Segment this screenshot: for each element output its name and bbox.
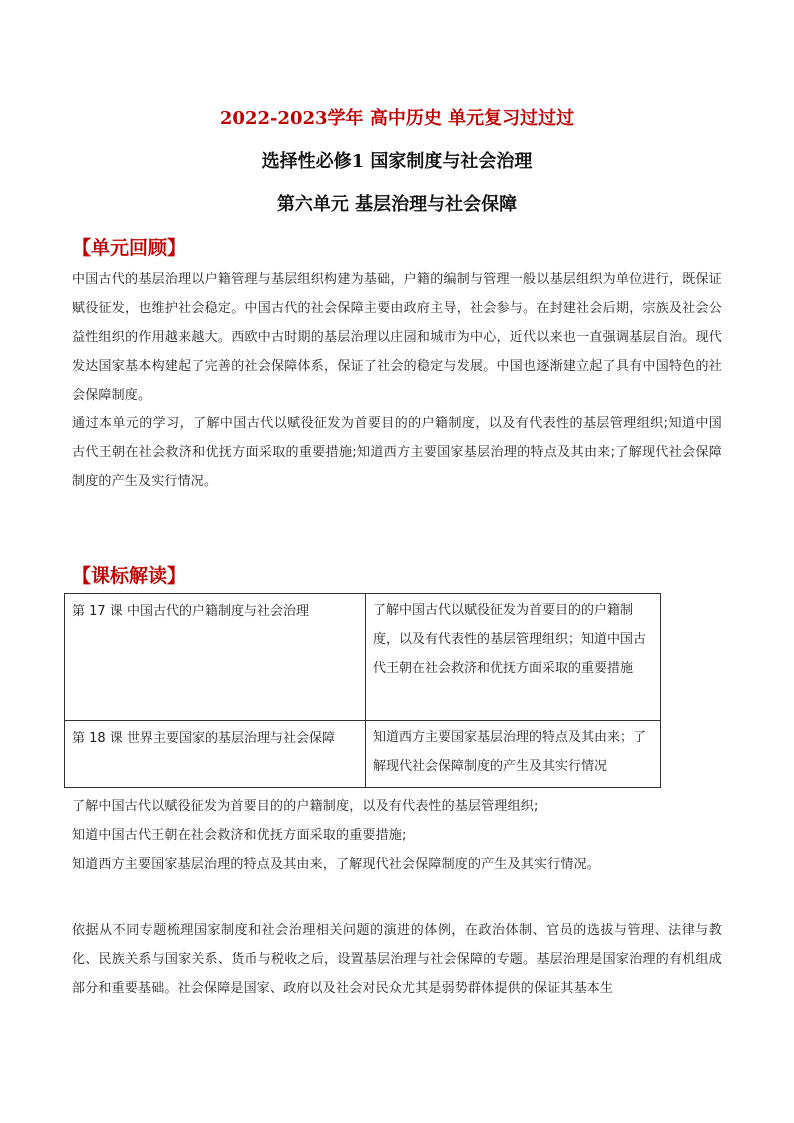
table-row [65, 721, 661, 788]
unit-title: 第六单元 基层治理与社会保障 [276, 194, 518, 215]
section-heading-review: 【单元回顾】 [72, 237, 187, 259]
note-line: 知道西方主要国家基层治理的特点及其由来，了解现代社会保障制度的产生及其实行情况。 [72, 857, 601, 872]
document-title: 2022-2023学年 高中历史 单元复习过过过 [219, 108, 575, 129]
review-paragraph-2: 通过本单元的学习，了解中国古代以赋役征发为首要目的的户籍制度，以及有代表性的基层管理组织;知道中国古代王朝在社会救济和优抚方面采取的重要措施;知道西方主要国家基层治理的特点及其由来;了解现代社会保障制度的产生及实行情况。 [72, 416, 722, 489]
review-paragraph-1: 中国古代的基层治理以户籍管理与基层组织构建为基础，户籍的编制与管理一般以基层组织为单位进行，既保证赋役征发，也维护社会稳定。中国古代的社会保障主要由政府主导，社会参与。在封建社会后期，宗族及社会公益性组织的作用越来越大。西欧中古时期的基层治理以庄园和城市为中心，近代以来也一直强调基层自治。现代发达国家基本构建起了完善的社会保障体系，保证了社会的稳定与发展。中国也逐渐建立起了具有中国特色的社会保障制度。 [72, 272, 722, 403]
module-title: 选择性必修1 国家制度与社会治理 [261, 151, 533, 172]
note-line: 了解中国古代以赋役征发为首要目的的户籍制度，以及有代表性的基层管理组织; [72, 799, 539, 814]
lesson-cell: 第 17 课 中国古代的户籍制度与社会治理 [65, 594, 366, 721]
table-row [65, 594, 661, 721]
intro-paragraph: 依据从不同专题梳理国家制度和社会治理相关问题的演进的体例，在政治体制、官员的选拔与管理、法律与教化、民族关系与国家关系、货币与税收之后，设置基层治理与社会保障的专题。基层治理是国家治理的有机组成部分和重要基础。社会保障是国家、政府以及社会对民众尤其是弱势群体提供的保证其基本生 [72, 923, 722, 996]
goal-cell: 知道西方主要国家基层治理的特点及其由来；了解现代社会保障制度的产生及其实行情况 [366, 721, 661, 788]
section-heading-curriculum: 【课标解读】 [72, 565, 187, 587]
curriculum-table [64, 593, 661, 788]
note-line: 知道中国古代王朝在社会救济和优抚方面采取的重要措施; [72, 828, 407, 843]
goal-cell: 了解中国古代以赋役征发为首要目的的户籍制度，以及有代表性的基层管理组织；知道中国古代王朝在社会救济和优抚方面采取的重要措施 [366, 594, 661, 721]
lesson-cell: 第 18 课 世界主要国家的基层治理与社会保障 [65, 721, 366, 788]
